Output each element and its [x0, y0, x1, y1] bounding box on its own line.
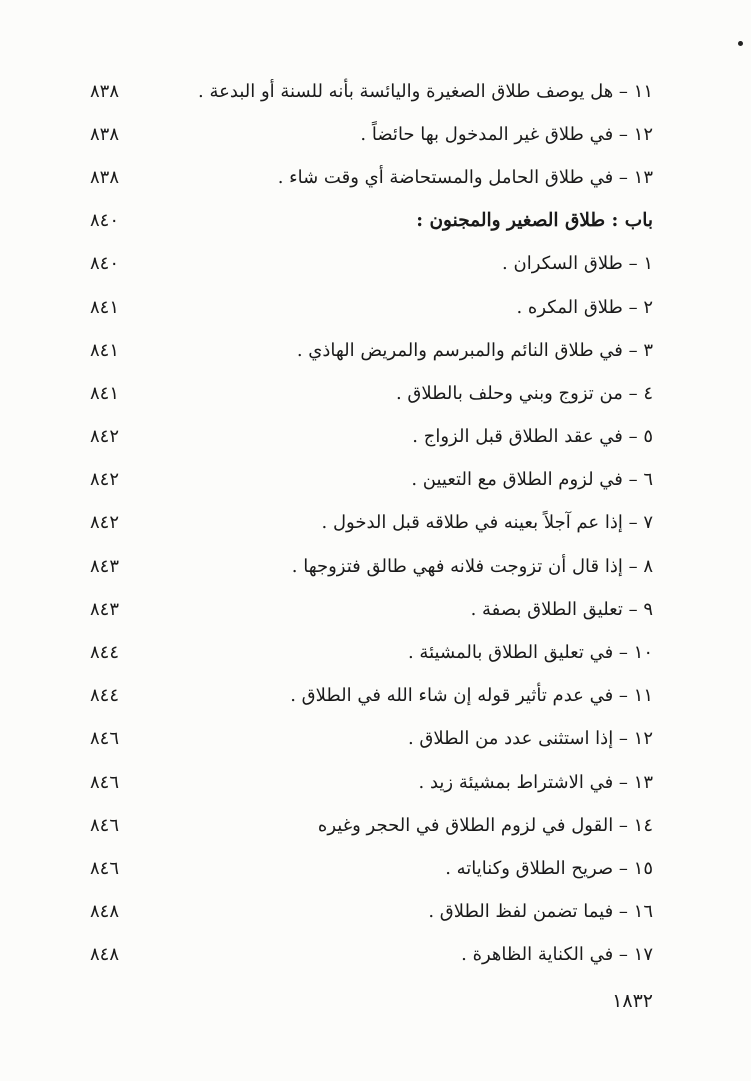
toc-entry-page: ٨٣٨	[90, 166, 120, 188]
toc-row	[0, 416, 751, 459]
toc-entry-page: ٨٤١	[90, 296, 120, 318]
toc-row	[0, 113, 751, 156]
toc-entry-page: ٨٤٣	[90, 598, 120, 620]
toc-entry-title: ١٥ – صريح الطلاق وكناياته .	[445, 857, 653, 879]
toc-entry-page: ٨٤٠	[90, 210, 120, 232]
toc-entry-title: ١٣ – في الاشتراط بمشيئة زيد .	[418, 771, 653, 793]
margin-dot	[738, 41, 743, 46]
toc-entry-title: ٥ – في عقد الطلاق قبل الزواج .	[412, 426, 653, 448]
page-number: ١٨٣٢	[612, 990, 653, 1012]
toc-entry-title: ١٦ – فيما تضمن لفظ الطلاق .	[428, 901, 653, 923]
toc-entry-page: ٨٤٨	[90, 944, 120, 966]
toc-entry-title: ٢ – طلاق المكره .	[516, 296, 653, 318]
toc-chapter-row	[0, 200, 751, 243]
toc-row	[0, 847, 751, 890]
toc-entry-title: ٦ – في لزوم الطلاق مع التعيين .	[411, 469, 653, 491]
toc-entry-title: ١٣ – في طلاق الحامل والمستحاضة أي وقت شاء .	[277, 166, 653, 188]
toc-entry-page: ٨٤٤	[90, 685, 120, 707]
toc-row	[0, 675, 751, 718]
toc-entry-title: ٣ – في طلاق النائم والمبرسم والمريض الهاذي .	[296, 339, 653, 361]
toc-entry-title: ١٠ – في تعليق الطلاق بالمشيئة .	[407, 642, 653, 664]
chapter-heading: باب : طلاق الصغير والمجنون :	[416, 209, 653, 231]
toc-row	[0, 718, 751, 761]
toc-row	[0, 372, 751, 415]
toc-entry-title: ١٧ – في الكناية الظاهرة .	[461, 944, 653, 966]
toc-entry-page: ٨٤٢	[90, 426, 120, 448]
toc-entry-page: ٨٤٠	[90, 253, 120, 275]
toc-row	[0, 502, 751, 545]
toc-entry-page: ٨٤٢	[90, 469, 120, 491]
toc-entry-title: ١٢ – في طلاق غير المدخول بها حائضاً .	[360, 123, 653, 145]
toc-entry-title: ٧ – إذا عم آجلاً بعينه في طلاقه قبل الدخول .	[321, 512, 653, 534]
toc-entry-title: ١١ – في عدم تأثير قوله إن شاء الله في الطلاق .	[290, 685, 653, 707]
toc-row	[0, 761, 751, 804]
toc-entry-title: ٩ – تعليق الطلاق بصفة .	[470, 598, 653, 620]
toc-entry-title: ١ – طلاق السكران .	[502, 253, 653, 275]
toc-entry-page: ٨٣٨	[90, 123, 120, 145]
toc-entry-page: ٨٤٢	[90, 512, 120, 534]
toc-row	[0, 156, 751, 199]
toc-entry-page: ٨٣٨	[90, 80, 120, 102]
toc-entry-title: ١٤ – القول في لزوم الطلاق في الحجر وغيره	[317, 814, 653, 836]
toc-row	[0, 459, 751, 502]
toc-entry-page: ٨٤١	[90, 339, 120, 361]
toc-entry-page: ٨٤٨	[90, 901, 120, 923]
toc-row	[0, 243, 751, 286]
toc-row	[0, 286, 751, 329]
toc-entry-page: ٨٤٤	[90, 642, 120, 664]
toc-row	[0, 70, 751, 113]
toc-entry-title: ٨ – إذا قال أن تزوجت فلانه فهي طالق فتزوجها .	[291, 555, 653, 577]
toc-entry-page: ٨٤٦	[90, 857, 120, 879]
toc-entry-page: ٨٤٣	[90, 555, 120, 577]
toc-row	[0, 934, 751, 977]
toc-row	[0, 804, 751, 847]
table-of-contents	[0, 70, 751, 977]
toc-row	[0, 631, 751, 674]
toc-entry-page: ٨٤١	[90, 382, 120, 404]
toc-row	[0, 588, 751, 631]
toc-entry-title: ١٢ – إذا استثنى عدد من الطلاق .	[407, 728, 653, 750]
toc-entry-page: ٨٤٦	[90, 728, 120, 750]
toc-row	[0, 545, 751, 588]
toc-entry-page: ٨٤٦	[90, 771, 120, 793]
toc-entry-page: ٨٤٦	[90, 814, 120, 836]
toc-entry-title: ٤ – من تزوج وبني وحلف بالطلاق .	[395, 382, 653, 404]
toc-row	[0, 329, 751, 372]
toc-row	[0, 891, 751, 934]
toc-entry-title: ١١ – هل يوصف طلاق الصغيرة واليائسة بأنه للسنة أو البدعة .	[198, 80, 653, 102]
